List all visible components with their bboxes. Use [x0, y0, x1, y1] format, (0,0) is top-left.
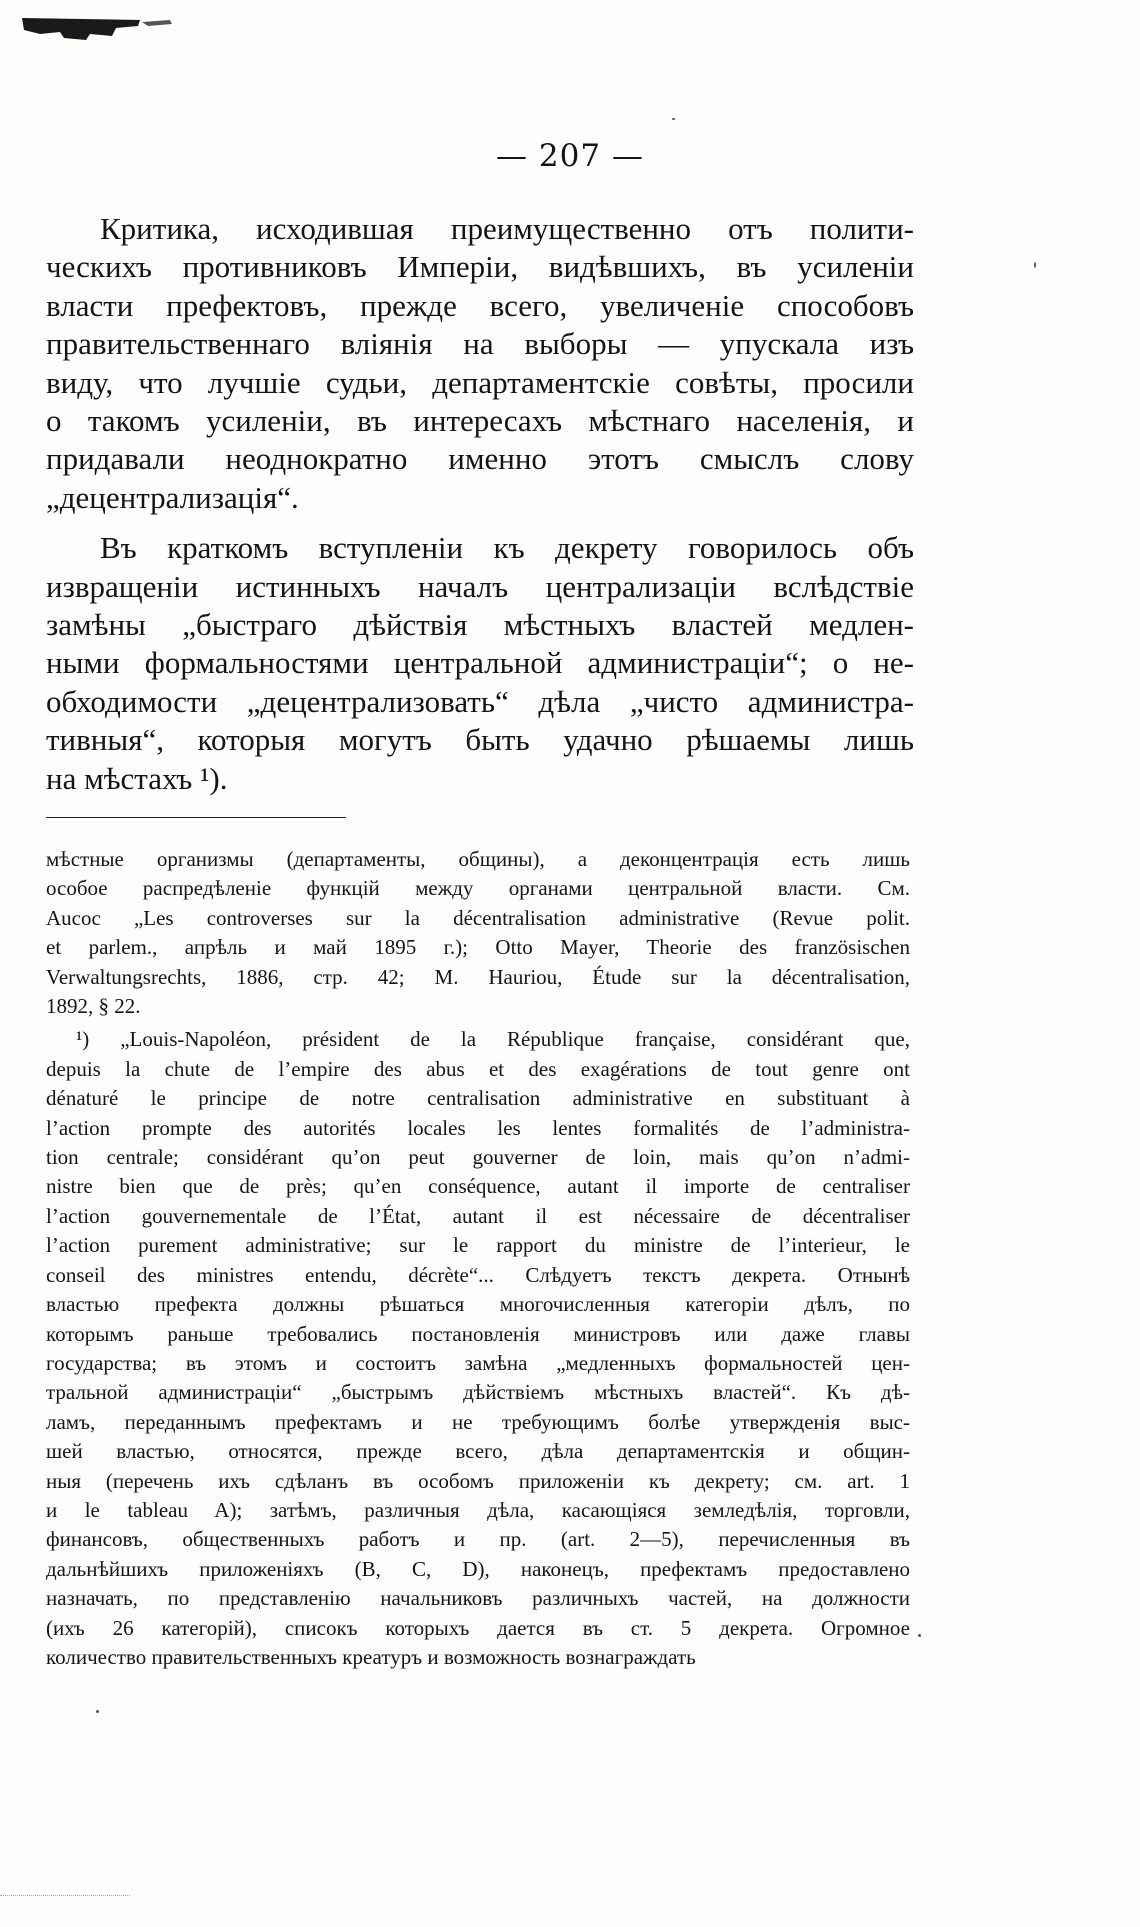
footnote-line: l’action prompte des autorités locales les lentes formalités de l’administra-	[46, 1115, 910, 1140]
footnote-continuation	[46, 845, 910, 1021]
footnote-line: et parlem., апрѣль и май 1895 г.); Otto Mayer, Theorie des französischen	[46, 935, 910, 960]
footnotes	[46, 845, 910, 1672]
text-line: виду, что лучшіе судьи, департаментскіе совѣты, просили	[46, 364, 914, 400]
text-line: тивныя“, которыя могутъ быть удачно рѣшаемы лишь	[46, 722, 914, 758]
footnote-line: количество правительственныхъ креатуръ и возможность вознаграждать	[46, 1644, 696, 1669]
text-line: ными формальностями центральной администраціи“; о не-	[46, 645, 914, 681]
text-line: на мѣстахъ ¹).	[46, 760, 228, 796]
ink-smudge-mark	[20, 14, 180, 44]
text-line: ческихъ противниковъ Имперіи, видѣвшихъ, въ усиленіи	[46, 249, 914, 285]
footnote-divider	[46, 817, 346, 818]
footnote-1	[46, 1025, 910, 1672]
text-line: замѣны „быстраго дѣйствія мѣстныхъ властей медлен-	[46, 607, 914, 643]
footnote-line: dénaturé le principe de notre centralisation administrative en substituant à	[46, 1086, 910, 1111]
footnote-line: Verwaltungsrechts, 1886, стр. 42; M. Hauriou, Étude sur la décentralisation,	[46, 964, 910, 989]
ink-speck	[672, 118, 675, 120]
page-number: — 207 —	[496, 138, 644, 174]
footnote-line: которымъ раньше требовались постановленія министровъ или даже главы	[46, 1321, 910, 1346]
ink-speck	[1034, 262, 1036, 268]
footnote-line: nistre bien que de près; qu’en conséquence, autant il importe de centraliser	[46, 1174, 910, 1199]
footnote-line: conseil des ministres entendu, décrète“... Слѣдуетъ текстъ декрета. Отнынѣ	[46, 1262, 910, 1287]
footnote-line: мѣстные организмы (департаменты, общины), а деконцентрація есть лишь	[46, 847, 910, 871]
text-line: правительственнаго вліянія на выборы — упускала изъ	[46, 326, 914, 362]
ink-speck	[918, 1634, 921, 1637]
footnote-line: ныя (перечень ихъ сдѣланъ въ особомъ приложеніи къ декрету; см. art. 1	[46, 1468, 910, 1493]
footnote-line: l’action purement administrative; sur le rapport du ministre de l’interieur, le	[46, 1233, 910, 1258]
ink-speck	[96, 1710, 99, 1713]
footnote-line: властью префекта должны рѣшаться многочисленныя категоріи дѣлъ, по	[46, 1292, 910, 1317]
footnote-line: ¹) „Louis-Napoléon, président de la République française, considérant que,	[76, 1027, 910, 1052]
text-line: Въ краткомъ вступленіи къ декрету говорилось объ	[100, 530, 914, 566]
text-line: извращеніи истинныхъ началъ централизаціи вслѣдствіе	[46, 568, 914, 604]
footnote-line: и le tableau A); затѣмъ, различныя дѣла, касающіяся земледѣлія, торговли,	[46, 1497, 910, 1522]
footnote-line: государства; въ этомъ и состоитъ замѣна „медленныхъ формальностей цен-	[46, 1350, 910, 1375]
scan-noise	[0, 1895, 130, 1902]
text-line: о такомъ усиленіи, въ интересахъ мѣстнаго населенія, и	[46, 403, 914, 439]
footnote-line: Aucoc „Les controverses sur la décentralisation administrative (Revue polit.	[46, 905, 910, 930]
footnote-line: финансовъ, общественныхъ работъ и пр. (art. 2—5), перечисленныя въ	[46, 1527, 910, 1552]
main-text	[46, 210, 914, 798]
paragraph-2	[46, 529, 914, 798]
footnote-line: шей властью, относятся, прежде всего, дѣла департаментскія и общин-	[46, 1439, 910, 1464]
footnote-line: тральной администраціи“ „быстрымъ дѣйствіемъ мѣстныхъ властей“. Къ дѣ-	[46, 1380, 910, 1405]
footnote-line: особое распредѣленіе функцій между органами центральной власти. См.	[46, 876, 910, 901]
footnote-line: tion centrale; considérant qu’on peut gouverner de loin, mais qu’on n’admi-	[46, 1145, 910, 1170]
footnote-line: l’action gouvernementale de l’État, autant il est nécessaire de décentraliser	[46, 1203, 910, 1228]
text-line: обходимости „децентрализовать“ дѣла „чисто администра-	[46, 683, 914, 719]
text-line: придавали неоднократно именно этотъ смыслъ слову	[46, 441, 914, 477]
footnote-line: назначать, по представленію начальниковъ различныхъ частей, на должности	[46, 1586, 910, 1611]
footnote-line: (ихъ 26 категорій), списокъ которыхъ дается въ ст. 5 декрета. Огромное	[46, 1615, 910, 1640]
footnote-line: depuis la chute de l’empire des abus et des exagérations de tout genre ont	[46, 1056, 910, 1081]
footnote-line: ламъ, переданнымъ префектамъ и не требующимъ болѣе утвержденія выс-	[46, 1409, 910, 1434]
text-line: Критика, исходившая преимущественно отъ полити-	[100, 211, 914, 246]
text-line: власти префектовъ, прежде всего, увеличеніе способовъ	[46, 287, 914, 323]
footnote-line: дальнѣйшихъ приложеніяхъ (B, C, D), наконецъ, префектамъ предоставлено	[46, 1556, 910, 1581]
footnote-line: 1892, § 22.	[46, 994, 141, 1019]
paragraph-1	[46, 210, 914, 517]
text-line: „децентрализація“.	[46, 479, 299, 515]
